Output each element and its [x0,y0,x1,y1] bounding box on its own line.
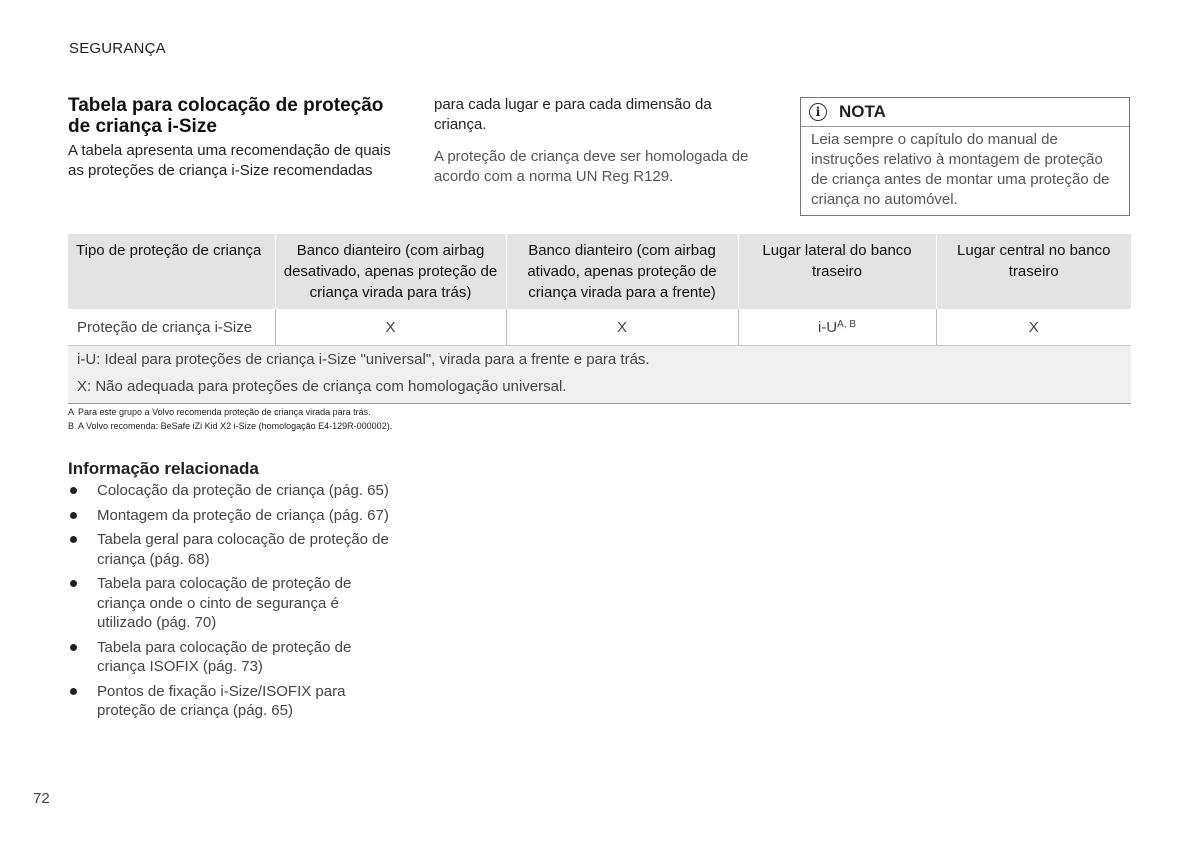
footnote-text: Para este grupo a Volvo recomenda proteção de criança virada para trás. [78,407,371,417]
page-heading: Tabela para colocação de proteção de criança i-Size [68,95,384,137]
table-row [68,309,1131,346]
intro-text: A tabela apresenta uma recomendação de quais as proteções de criança i-Size recomendadas [68,142,391,179]
related-link-text[interactable]: Tabela para colocação de proteção de criança onde o cinto de segurança é utilizado (pág. 70) [97,575,352,631]
legend-iu: i-U: Ideal para proteções de criança i-Size "universal", virada para a frente e para trás. [68,346,1131,374]
bullet-icon [70,536,77,543]
legend-x: X: Não adequada para proteções de criança com homologação universal. [68,373,1131,404]
legend-row [68,346,1131,374]
header-child-seat-type: Tipo de proteção de criança [68,234,275,309]
cell-rear-side [738,309,936,346]
related-link[interactable] [68,530,398,569]
related-link-text[interactable]: Montagem da proteção de criança (pág. 67) [97,506,389,524]
cell-seat-type: Proteção de criança i-Size [68,309,275,346]
table-header-row [68,234,1131,309]
related-link-text[interactable]: Pontos de fixação i-Size/ISOFIX para proteção de criança (pág. 65) [97,682,346,719]
cell-front-airbag-off: X [275,309,506,346]
footnote-a [68,407,371,417]
related-info-title: Informação relacionada [68,459,259,478]
bullet-icon [70,580,77,587]
bullet-icon [70,688,77,695]
footnote-mark: A [68,407,75,417]
footnote-mark: B [68,421,75,431]
related-link-text[interactable]: Tabela para colocação de proteção de criança ISOFIX (pág. 73) [97,638,352,675]
related-link[interactable] [68,506,398,526]
footnote-b [68,421,392,431]
header-front-seat-airbag-on: Banco dianteiro (com airbag ativado, apenas proteção de criança virada para a frente) [506,234,738,309]
column-2-text [434,95,759,187]
cell-front-airbag-on: X [506,309,738,346]
info-icon: i [809,103,827,121]
footnote-text: A Volvo recomenda: BeSafe iZi Kid X2 i-Size (homologação E4-129R-000002). [78,421,393,431]
note-header [801,98,1129,127]
note-body: Leia sempre o capítulo do manual de instruções relativo à montagem de proteção de criança antes de montar uma proteção de criança no automóvel. [811,131,1110,208]
note-box [800,97,1130,216]
bullet-icon [70,512,77,519]
related-link[interactable] [68,481,398,501]
rear-side-value: i-U [817,318,838,336]
i-size-table [68,234,1131,404]
page-number: 72 [33,790,50,807]
related-link-text[interactable]: Colocação da proteção de criança (pág. 65) [97,482,389,499]
note-title: NOTA [839,102,886,121]
related-link-text[interactable]: Tabela geral para colocação de proteção de criança (pág. 68) [97,531,389,568]
bullet-icon [70,644,77,651]
homologation-paragraph: A proteção de criança deve ser homologada de acordo com a norma UN Reg R129. [434,148,749,185]
related-link[interactable] [68,682,398,721]
legend-row [68,373,1131,404]
header-front-seat-airbag-off: Banco dianteiro (com airbag desativado, apenas proteção de criança virada para trás) [275,234,506,309]
section-header: SEGURANÇA [69,40,166,57]
related-info-list [68,481,398,726]
continuation-paragraph: para cada lugar e para cada dimensão da criança. [434,96,712,133]
related-link[interactable] [68,638,398,677]
related-link[interactable] [68,574,398,633]
bullet-icon [70,487,77,494]
rear-side-footnote-marks: A, B [837,318,857,330]
header-rear-center-seat: Lugar central no banco traseiro [936,234,1131,309]
header-rear-side-seat: Lugar lateral do banco traseiro [738,234,936,309]
cell-rear-center: X [936,309,1131,346]
